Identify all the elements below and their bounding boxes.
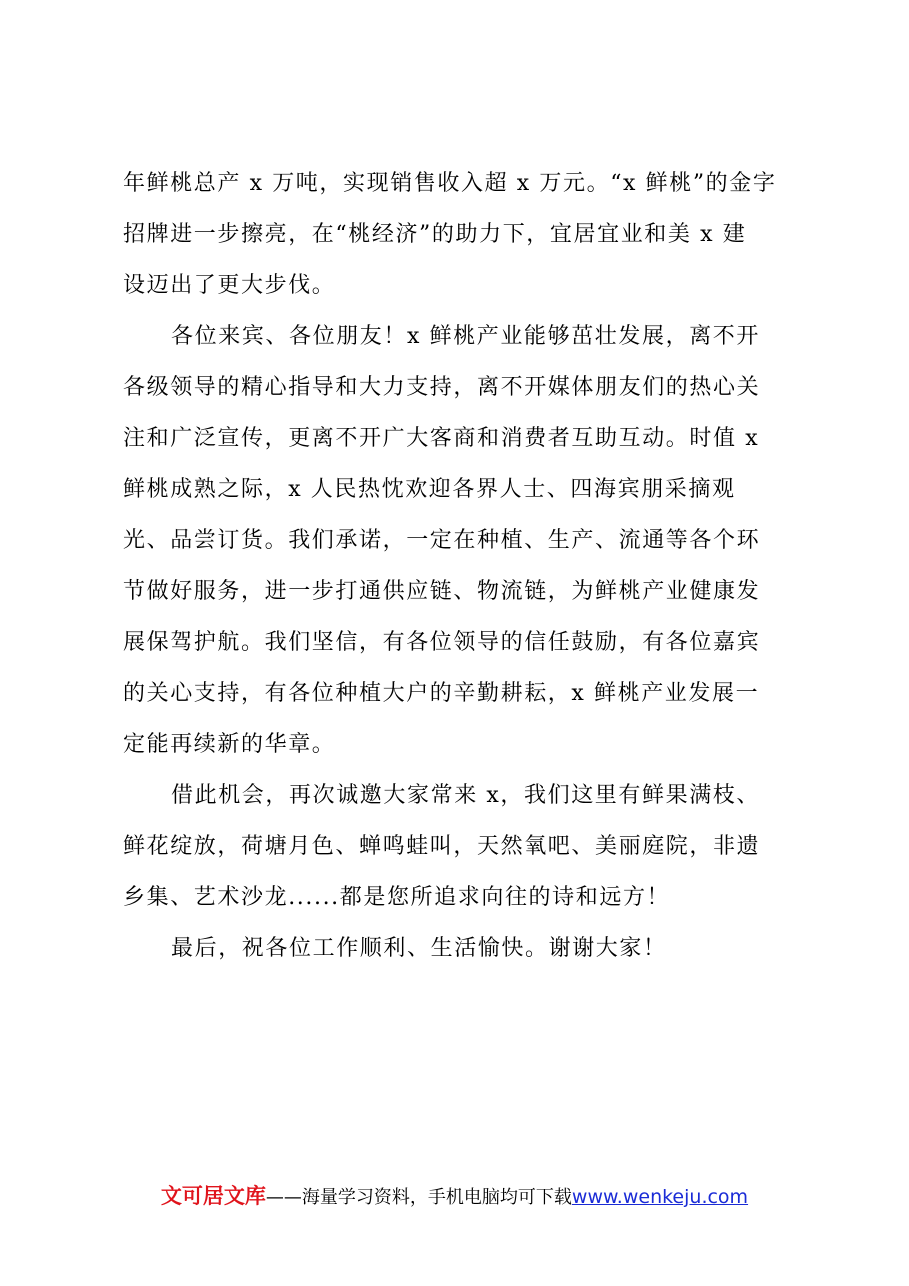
brand-name: 文可居文库 <box>160 1184 266 1208</box>
text-line: 招牌进一步擦亮，在“桃经济”的助力下，宜居宜业和美 x 建 <box>123 222 747 247</box>
text-line: 光、品尝订货。我们承诺，一定在种植、生产、流通等各个环 <box>123 528 761 553</box>
text-line: 注和广泛宣传，更离不开广大客商和消费者互助互动。时值 x <box>123 426 760 451</box>
text-line: 年鲜桃总产 x 万吨，实现销售收入超 x 万元。“x 鲜桃”的金字 <box>123 171 777 196</box>
website-link[interactable]: www.wenkeju.com <box>571 1186 749 1208</box>
paragraph-start-line: 各位来宾、各位朋友！x 鲜桃产业能够茁壮发展，离不开 <box>171 324 761 349</box>
text-line: 乡集、艺术沙龙......都是您所追求向往的诗和远方！ <box>123 885 671 910</box>
footer-banner <box>0 1180 909 1210</box>
text-line: 鲜桃成熟之际，x 人民热忱欢迎各界人士、四海宾朋采摘观 <box>123 477 736 502</box>
text-line: 的关心支持，有各位种植大户的辛勤耕耘，x 鲜桃产业发展一 <box>123 681 760 706</box>
text-line: 节做好服务，进一步打通供应链、物流链，为鲜桃产业健康发 <box>123 579 761 604</box>
text-line: 鲜花绽放，荷塘月色、蝉鸣蛙叫，天然氧吧、美丽庭院，非遗 <box>123 834 761 859</box>
footer-slogan: ——海量学习资料，手机电脑均可下载 <box>265 1187 572 1208</box>
text-line: 各级领导的精心指导和大力支持，离不开媒体朋友们的热心关 <box>123 375 761 400</box>
text-line: 设迈出了更大步伐。 <box>123 273 336 298</box>
text-line: 定能再续新的华章。 <box>123 732 336 757</box>
text-line: 展保驾护航。我们坚信，有各位领导的信任鼓励，有各位嘉宾 <box>123 630 761 655</box>
paragraph-start-line: 最后，祝各位工作顺利、生活愉快。谢谢大家！ <box>171 936 667 961</box>
document-body <box>123 158 803 974</box>
paragraph-start-line: 借此机会，再次诚邀大家常来 x，我们这里有鲜果满枝、 <box>171 783 761 808</box>
